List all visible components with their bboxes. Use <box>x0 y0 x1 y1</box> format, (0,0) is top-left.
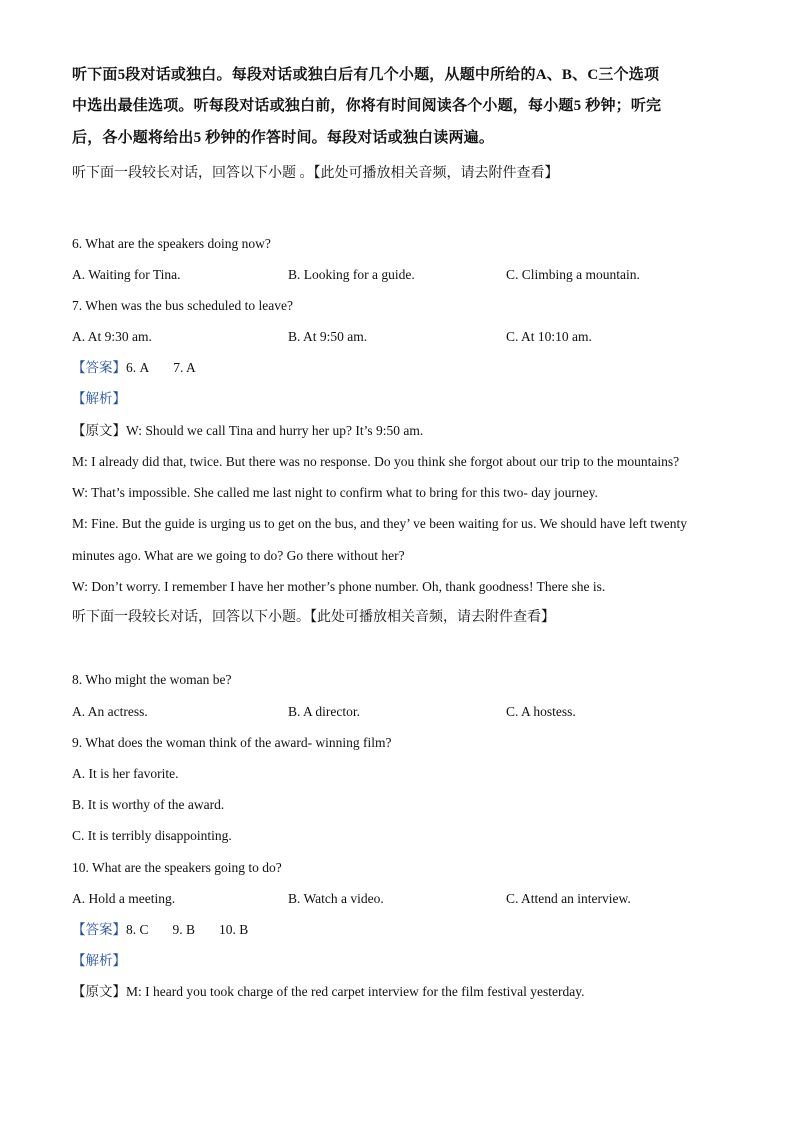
transcript-tag: 【原文】 <box>72 423 126 438</box>
q8-option-a: A. An actress. <box>72 704 148 719</box>
transcript-line: M: I already did that, twice. But there was no response. Do you think she forgot about our trip to the mountains? <box>72 454 680 469</box>
transcript-line: minutes ago. What are we going to do? Go there without her? <box>72 548 405 563</box>
question-7: 7. When was the bus scheduled to leave? <box>72 298 293 313</box>
q7-option-a: A. At 9:30 am. <box>72 329 152 344</box>
section1-answer-line <box>72 359 196 377</box>
q8-option-b: B. A director. <box>288 704 360 719</box>
q7-option-b: B. At 9:50 am. <box>288 329 368 344</box>
transcript-line <box>72 422 423 440</box>
transcript-line: W: That’s impossible. She called me last night to confirm what to bring for this two- day journey. <box>72 485 598 500</box>
q9-option-b: B. It is worthy of the award. <box>72 797 225 812</box>
q7-option-c: C. At 10:10 am. <box>506 329 592 344</box>
q10-option-c: C. Attend an interview. <box>506 891 631 906</box>
section2-analysis-line <box>72 952 126 970</box>
question-10: 10. What are the speakers going to do? <box>72 860 282 875</box>
q10-option-b: B. Watch a video. <box>288 891 384 906</box>
section1-analysis-line <box>72 390 126 408</box>
intro-line-1: 听下面5段对话或独白。每段对话或独白后有几个小题，从题中所给的A、B、C三个选项 <box>72 67 660 83</box>
analysis-tag: 【解析】 <box>72 391 126 406</box>
answer-tag: 【答案】 <box>72 922 126 937</box>
question-9: 9. What does the woman think of the award- winning film? <box>72 735 392 750</box>
transcript-text: M: I heard you took charge of the red carpet interview for the film festival yesterday. <box>126 984 585 999</box>
q9-option-a: A. It is her favorite. <box>72 766 179 781</box>
q6-option-c: C. Climbing a mountain. <box>506 267 640 282</box>
question-6: 6. What are the speakers doing now? <box>72 236 271 251</box>
question-8: 8. Who might the woman be? <box>72 672 232 687</box>
q9-option-c: C. It is terribly disappointing. <box>72 828 232 843</box>
intro-line-3: 后，各小题将给出5 秒钟的作答时间。每段对话或独白读两遍。 <box>72 130 495 146</box>
section2-answer-line <box>72 921 248 939</box>
analysis-tag: 【解析】 <box>72 953 126 968</box>
transcript-tag: 【原文】 <box>72 984 126 999</box>
answer-10: 10. B <box>219 922 249 937</box>
q8-option-c: C. A hostess. <box>506 704 576 719</box>
q10-option-a: A. Hold a meeting. <box>72 891 176 906</box>
answer-tag: 【答案】 <box>72 360 126 375</box>
q6-option-a: A. Waiting for Tina. <box>72 267 181 282</box>
transcript-line <box>72 983 584 1001</box>
intro-line-2: 中选出最佳选项。听每段对话或独白前，你将有时间阅读各个小题，每小题5 秒钟；听完 <box>72 98 662 114</box>
transcript-line: W: Don’t worry. I remember I have her mother’s phone number. Oh, thank goodness! There she is. <box>72 579 606 594</box>
answer-8: 8. C <box>126 922 149 937</box>
answer-9: 9. B <box>172 922 196 937</box>
transcript-text: W: Should we call Tina and hurry her up? It’s 9:50 am. <box>126 423 424 438</box>
q6-option-b: B. Looking for a guide. <box>288 267 415 282</box>
section1-audio-note: 听下面一段较长对话，回答以下小题 。【此处可播放相关音频，请去附件查看】 <box>72 166 559 181</box>
section2-audio-note: 听下面一段较长对话，回答以下小题。【此处可播放相关音频，请去附件查看】 <box>72 610 555 625</box>
answer-6: 6. A <box>126 360 150 375</box>
answer-7: 7. A <box>173 360 196 375</box>
transcript-line: M: Fine. But the guide is urging us to get on the bus, and they’ ve been waiting for us. We should have left twenty <box>72 516 687 531</box>
